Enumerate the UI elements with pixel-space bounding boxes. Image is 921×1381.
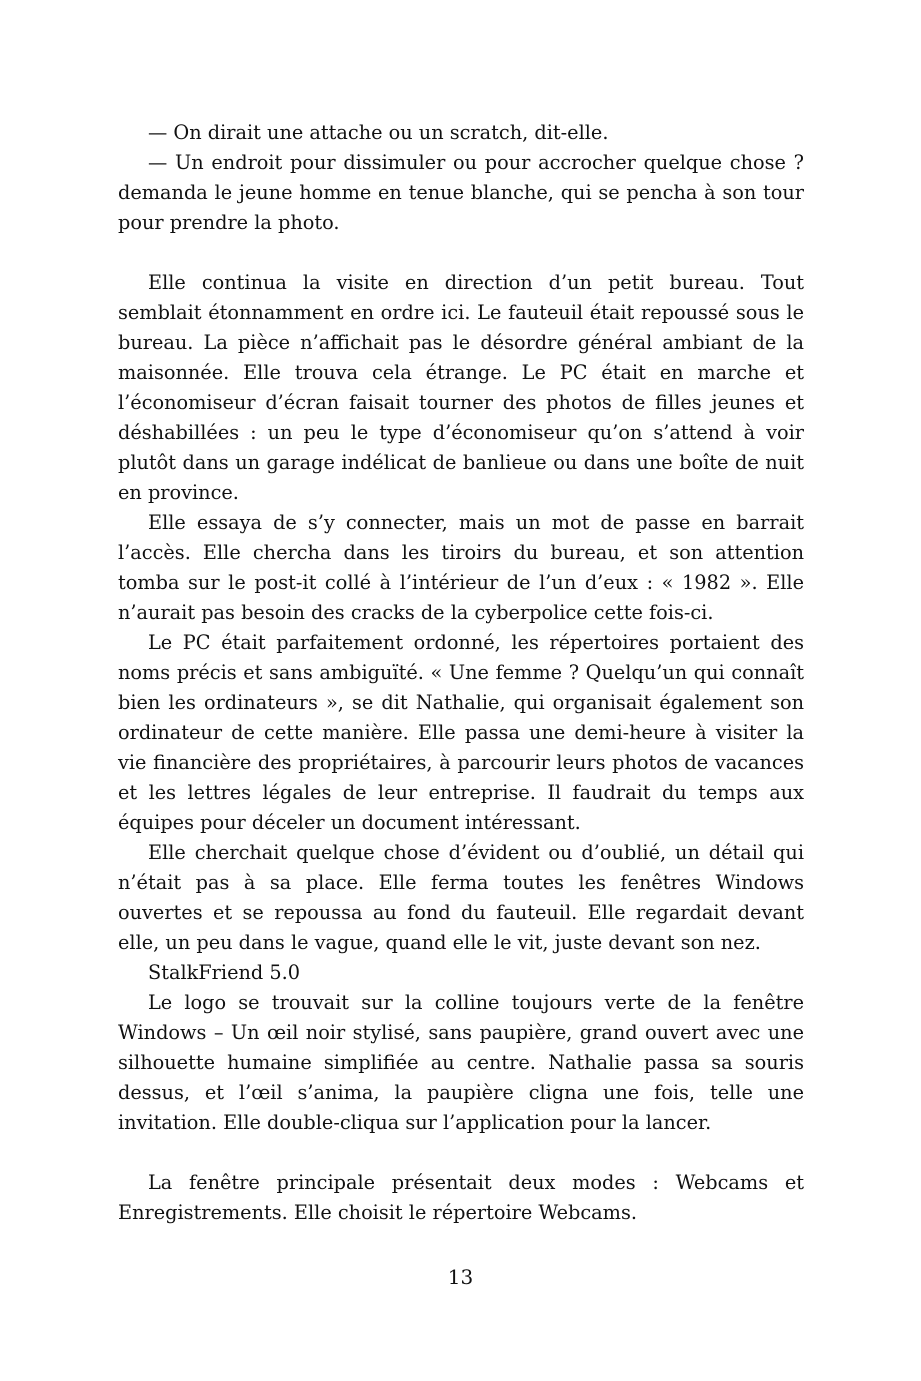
paragraph-recherche: Elle cherchait quelque chose d’évident ou d’oublié, un détail qui n’était pas à sa place. Elle ferma toutes les fenêtres Windows ouvertes et se repoussa au fond du fauteuil. Elle regardait devant elle, un peu dans le vague, quand elle le vit, juste devant son nez. [118, 841, 804, 954]
page-number: 13 [447, 1265, 474, 1289]
section-break [118, 1138, 804, 1168]
section-break [118, 238, 804, 268]
paragraph-pc-ordonne: Le PC était parfaitement ordonné, les répertoires portaient des noms précis et sans ambiguïté. « Une femme ? Quelqu’un qui connaît bien les ordinateurs », se dit Nathalie, qui organisait également son ordinateur de cette manière. Elle passa une demi-heure à visiter la vie financière des propriétaires, à parcourir leurs photos de vacances et les lettres légales de leur entreprise. Il faudrait du temps aux équipes pour déceler un document intéressant. [118, 631, 804, 834]
paragraph-logo: Le logo se trouvait sur la colline toujours verte de la fenêtre Windows – Un œil noir stylisé, sans paupière, grand ouvert avec une silhouette humaine simplifiée au centre. Nathalie passa sa souris dessus, et l’œil s’anima, la paupière cligna une fois, telle une invitation. Elle double-cliqua sur l’application pour la lancer. [118, 991, 804, 1134]
paragraph-connexion: Elle essaya de s’y connecter, mais un mot de passe en barrait l’accès. Elle chercha dans les tiroirs du bureau, et son attention tomba sur le post-it collé à l’intérieur de l’un d’eux : « 1982 ». Elle n’aurait pas besoin des cracks de la cyberpolice cette fois-ci. [118, 511, 804, 624]
paragraph-dialogue-1: — On dirait une attache ou un scratch, dit-elle. [148, 121, 609, 144]
paragraph-app-name: StalkFriend 5.0 [148, 961, 301, 984]
paragraph-bureau: Elle continua la visite en direction d’un petit bureau. Tout semblait étonnamment en ordre ici. Le fauteuil était repoussé sous le bureau. La pièce n’affichait pas le désordre général ambiant de la maisonnée. Elle trouva cela étrange. Le PC était en marche et l’économiseur d’écran faisait tourner des photos de filles jeunes et déshabillées : un peu le type d’économiseur qu’on s’attend à voir plutôt dans un garage indélicat de banlieue ou dans une boîte de nuit en province. [118, 271, 804, 504]
page-body [118, 118, 804, 1228]
paragraph-dialogue-2: — Un endroit pour dissimuler ou pour accrocher quelque chose ? demanda le jeune homme en tenue blanche, qui se pencha à son tour pour prendre la photo. [118, 151, 804, 234]
paragraph-fenetre-principale: La fenêtre principale présentait deux modes : Webcams et Enregistrements. Elle choisit le répertoire Webcams. [118, 1171, 804, 1224]
